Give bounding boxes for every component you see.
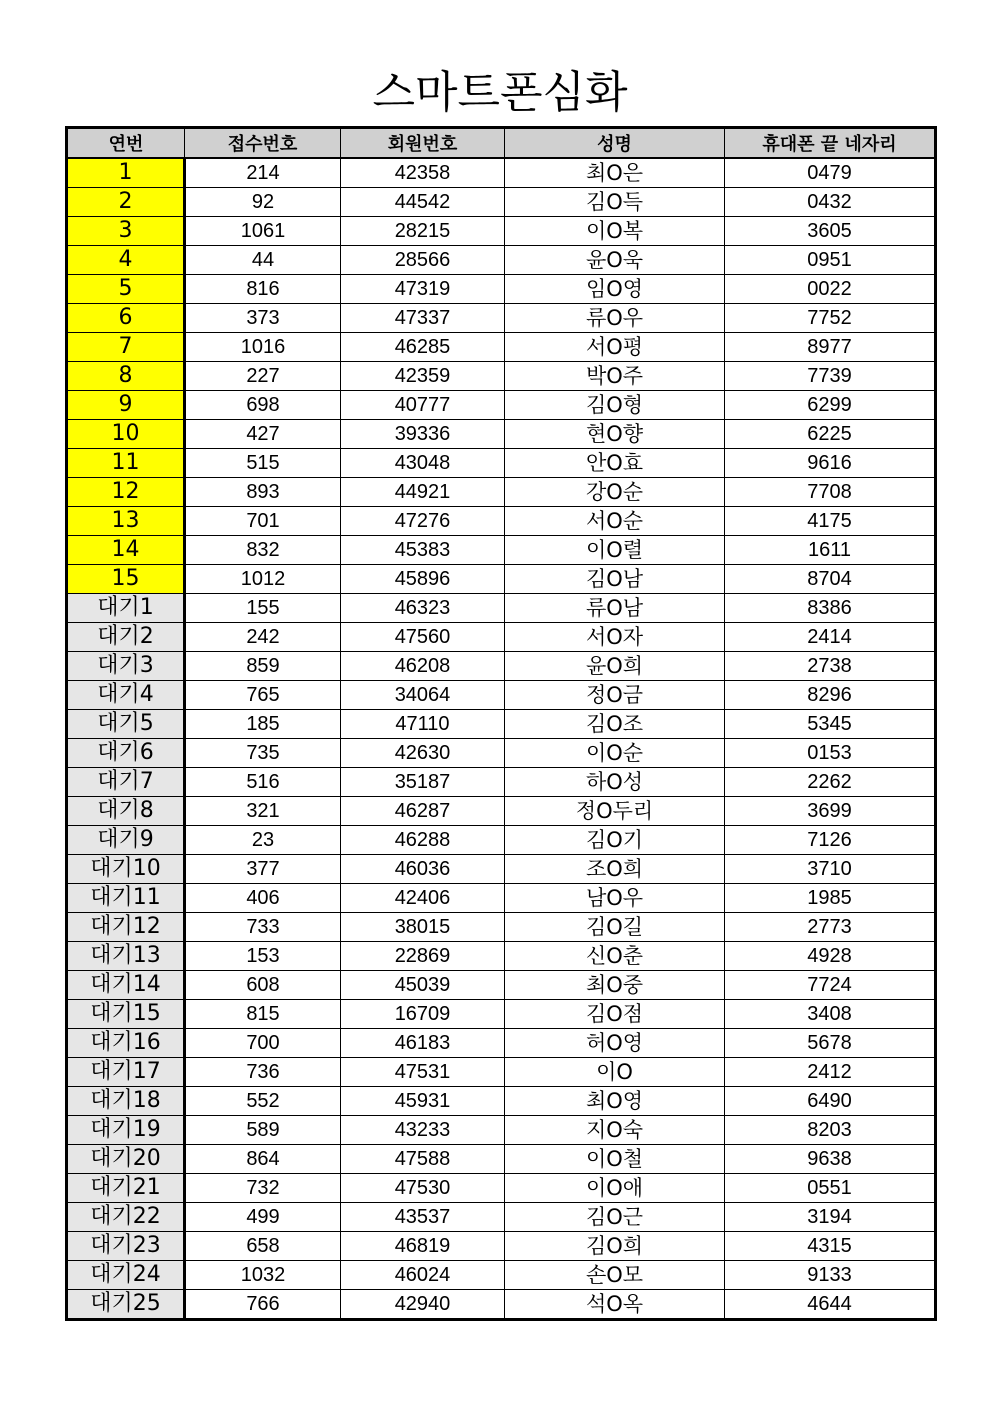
cell-seq: 3 — [67, 217, 185, 246]
table-row — [67, 855, 936, 884]
header-phone-last-four: 휴대폰 끝 네자리 — [725, 128, 936, 159]
cell-member-number: 45039 — [341, 971, 505, 1000]
cell-receipt-number: 859 — [185, 652, 341, 681]
header-receipt-number: 접수번호 — [185, 128, 341, 159]
cell-phone-last-four: 3408 — [725, 1000, 936, 1029]
cell-member-number: 28566 — [341, 246, 505, 275]
cell-phone-last-four: 0153 — [725, 739, 936, 768]
cell-phone-last-four: 5345 — [725, 710, 936, 739]
cell-receipt-number: 765 — [185, 681, 341, 710]
cell-receipt-number: 92 — [185, 188, 341, 217]
header-name: 성명 — [505, 128, 725, 159]
cell-phone-last-four: 5678 — [725, 1029, 936, 1058]
cell-receipt-number: 1016 — [185, 333, 341, 362]
cell-seq: 14 — [67, 536, 185, 565]
cell-receipt-number: 1012 — [185, 565, 341, 594]
cell-name: 김O근 — [505, 1203, 725, 1232]
cell-seq: 6 — [67, 304, 185, 333]
cell-seq: 대기15 — [67, 1000, 185, 1029]
cell-receipt-number: 864 — [185, 1145, 341, 1174]
cell-receipt-number: 893 — [185, 478, 341, 507]
table-row — [67, 275, 936, 304]
cell-phone-last-four: 6299 — [725, 391, 936, 420]
roster-body — [67, 158, 936, 1320]
cell-phone-last-four: 7752 — [725, 304, 936, 333]
cell-member-number: 47319 — [341, 275, 505, 304]
cell-seq: 2 — [67, 188, 185, 217]
page-title: 스마트폰심화 — [372, 67, 628, 118]
cell-phone-last-four: 4928 — [725, 942, 936, 971]
cell-receipt-number: 735 — [185, 739, 341, 768]
table-row — [67, 1029, 936, 1058]
cell-seq: 대기21 — [67, 1174, 185, 1203]
table-row — [67, 797, 936, 826]
cell-member-number: 22869 — [341, 942, 505, 971]
cell-phone-last-four: 8386 — [725, 594, 936, 623]
cell-member-number: 43537 — [341, 1203, 505, 1232]
cell-member-number: 38015 — [341, 913, 505, 942]
cell-member-number: 47276 — [341, 507, 505, 536]
cell-seq: 대기19 — [67, 1116, 185, 1145]
cell-seq: 대기16 — [67, 1029, 185, 1058]
cell-receipt-number: 427 — [185, 420, 341, 449]
cell-member-number: 40777 — [341, 391, 505, 420]
cell-phone-last-four: 2262 — [725, 768, 936, 797]
cell-seq: 대기3 — [67, 652, 185, 681]
cell-name: 남O우 — [505, 884, 725, 913]
cell-name: 서O평 — [505, 333, 725, 362]
cell-seq: 대기6 — [67, 739, 185, 768]
cell-seq: 대기25 — [67, 1290, 185, 1320]
table-row — [67, 1203, 936, 1232]
cell-seq: 대기24 — [67, 1261, 185, 1290]
cell-name: 조O희 — [505, 855, 725, 884]
table-row — [67, 362, 936, 391]
table-row — [67, 478, 936, 507]
cell-phone-last-four: 0479 — [725, 158, 936, 188]
cell-name: 최O중 — [505, 971, 725, 1000]
cell-seq: 8 — [67, 362, 185, 391]
cell-name: 이O복 — [505, 217, 725, 246]
header-seq: 연번 — [67, 128, 185, 159]
cell-phone-last-four: 8977 — [725, 333, 936, 362]
cell-member-number: 35187 — [341, 768, 505, 797]
cell-member-number: 46287 — [341, 797, 505, 826]
cell-phone-last-four: 4315 — [725, 1232, 936, 1261]
table-row — [67, 594, 936, 623]
cell-seq: 12 — [67, 478, 185, 507]
table-row — [67, 1261, 936, 1290]
cell-member-number: 42630 — [341, 739, 505, 768]
cell-seq: 대기13 — [67, 942, 185, 971]
cell-receipt-number: 242 — [185, 623, 341, 652]
cell-member-number: 16709 — [341, 1000, 505, 1029]
cell-seq: 대기22 — [67, 1203, 185, 1232]
cell-name: 윤O희 — [505, 652, 725, 681]
cell-seq: 대기7 — [67, 768, 185, 797]
cell-receipt-number: 185 — [185, 710, 341, 739]
cell-phone-last-four: 3710 — [725, 855, 936, 884]
cell-seq: 1 — [67, 158, 185, 188]
cell-receipt-number: 701 — [185, 507, 341, 536]
cell-phone-last-four: 3699 — [725, 797, 936, 826]
cell-seq: 대기17 — [67, 1058, 185, 1087]
table-row — [67, 1087, 936, 1116]
header-member-number: 회원번호 — [341, 128, 505, 159]
cell-phone-last-four: 0951 — [725, 246, 936, 275]
cell-name: 지O숙 — [505, 1116, 725, 1145]
cell-receipt-number: 1061 — [185, 217, 341, 246]
cell-receipt-number: 552 — [185, 1087, 341, 1116]
table-row — [67, 942, 936, 971]
table-row — [67, 652, 936, 681]
cell-name: 이O순 — [505, 739, 725, 768]
cell-phone-last-four: 0551 — [725, 1174, 936, 1203]
table-row — [67, 623, 936, 652]
cell-phone-last-four: 2412 — [725, 1058, 936, 1087]
table-row — [67, 710, 936, 739]
cell-phone-last-four: 3194 — [725, 1203, 936, 1232]
cell-receipt-number: 733 — [185, 913, 341, 942]
cell-seq: 11 — [67, 449, 185, 478]
cell-phone-last-four: 6225 — [725, 420, 936, 449]
cell-phone-last-four: 7708 — [725, 478, 936, 507]
cell-receipt-number: 698 — [185, 391, 341, 420]
cell-member-number: 47560 — [341, 623, 505, 652]
cell-receipt-number: 515 — [185, 449, 341, 478]
cell-phone-last-four: 9638 — [725, 1145, 936, 1174]
cell-receipt-number: 44 — [185, 246, 341, 275]
cell-phone-last-four: 7739 — [725, 362, 936, 391]
cell-name: 서O순 — [505, 507, 725, 536]
cell-seq: 대기10 — [67, 855, 185, 884]
cell-seq: 대기14 — [67, 971, 185, 1000]
cell-name: 이O — [505, 1058, 725, 1087]
cell-member-number: 46208 — [341, 652, 505, 681]
table-row — [67, 739, 936, 768]
cell-phone-last-four: 8704 — [725, 565, 936, 594]
cell-receipt-number: 736 — [185, 1058, 341, 1087]
cell-name: 임O영 — [505, 275, 725, 304]
cell-member-number: 44542 — [341, 188, 505, 217]
cell-seq: 10 — [67, 420, 185, 449]
cell-receipt-number: 589 — [185, 1116, 341, 1145]
cell-name: 석O옥 — [505, 1290, 725, 1320]
cell-receipt-number: 373 — [185, 304, 341, 333]
table-row — [67, 768, 936, 797]
cell-seq: 대기9 — [67, 826, 185, 855]
cell-phone-last-four: 2414 — [725, 623, 936, 652]
cell-seq: 4 — [67, 246, 185, 275]
cell-member-number: 46036 — [341, 855, 505, 884]
table-row — [67, 449, 936, 478]
cell-receipt-number: 700 — [185, 1029, 341, 1058]
cell-member-number: 42406 — [341, 884, 505, 913]
cell-member-number: 47530 — [341, 1174, 505, 1203]
cell-name: 류O남 — [505, 594, 725, 623]
cell-name: 손O모 — [505, 1261, 725, 1290]
cell-name: 김O조 — [505, 710, 725, 739]
cell-receipt-number: 155 — [185, 594, 341, 623]
cell-receipt-number: 658 — [185, 1232, 341, 1261]
cell-name: 안O효 — [505, 449, 725, 478]
table-row — [67, 1000, 936, 1029]
table-row — [67, 217, 936, 246]
table-row — [67, 158, 936, 188]
cell-phone-last-four: 9133 — [725, 1261, 936, 1290]
cell-name: 정O두리 — [505, 797, 725, 826]
cell-member-number: 28215 — [341, 217, 505, 246]
cell-receipt-number: 321 — [185, 797, 341, 826]
cell-seq: 9 — [67, 391, 185, 420]
cell-member-number: 43233 — [341, 1116, 505, 1145]
table-row — [67, 913, 936, 942]
cell-member-number: 46024 — [341, 1261, 505, 1290]
cell-seq: 5 — [67, 275, 185, 304]
cell-name: 김O남 — [505, 565, 725, 594]
cell-member-number: 47337 — [341, 304, 505, 333]
cell-member-number: 34064 — [341, 681, 505, 710]
cell-member-number: 47531 — [341, 1058, 505, 1087]
cell-name: 김O희 — [505, 1232, 725, 1261]
table-row — [67, 1116, 936, 1145]
table-row — [67, 333, 936, 362]
cell-phone-last-four: 1985 — [725, 884, 936, 913]
cell-seq: 대기5 — [67, 710, 185, 739]
table-row — [67, 188, 936, 217]
cell-receipt-number: 153 — [185, 942, 341, 971]
cell-name: 허O영 — [505, 1029, 725, 1058]
cell-phone-last-four: 8203 — [725, 1116, 936, 1145]
cell-phone-last-four: 2738 — [725, 652, 936, 681]
cell-member-number: 46819 — [341, 1232, 505, 1261]
cell-member-number: 46288 — [341, 826, 505, 855]
cell-member-number: 42359 — [341, 362, 505, 391]
table-row — [67, 1058, 936, 1087]
cell-receipt-number: 499 — [185, 1203, 341, 1232]
cell-phone-last-four: 4175 — [725, 507, 936, 536]
cell-phone-last-four: 0432 — [725, 188, 936, 217]
cell-seq: 15 — [67, 565, 185, 594]
cell-name: 김O형 — [505, 391, 725, 420]
cell-seq: 대기12 — [67, 913, 185, 942]
cell-member-number: 46285 — [341, 333, 505, 362]
cell-phone-last-four: 6490 — [725, 1087, 936, 1116]
cell-receipt-number: 516 — [185, 768, 341, 797]
cell-name: 현O향 — [505, 420, 725, 449]
cell-receipt-number: 816 — [185, 275, 341, 304]
cell-receipt-number: 732 — [185, 1174, 341, 1203]
cell-member-number: 39336 — [341, 420, 505, 449]
table-row — [67, 971, 936, 1000]
table-row — [67, 681, 936, 710]
cell-name: 윤O욱 — [505, 246, 725, 275]
cell-receipt-number: 766 — [185, 1290, 341, 1320]
cell-seq: 대기8 — [67, 797, 185, 826]
cell-name: 김O길 — [505, 913, 725, 942]
cell-name: 최O은 — [505, 158, 725, 188]
table-row — [67, 391, 936, 420]
roster-table — [65, 126, 937, 1321]
cell-seq: 7 — [67, 333, 185, 362]
table-row — [67, 246, 936, 275]
table-row — [67, 884, 936, 913]
cell-member-number: 42358 — [341, 158, 505, 188]
table-row — [67, 565, 936, 594]
cell-member-number: 42940 — [341, 1290, 505, 1320]
cell-name: 정O금 — [505, 681, 725, 710]
cell-member-number: 47588 — [341, 1145, 505, 1174]
cell-member-number: 43048 — [341, 449, 505, 478]
cell-receipt-number: 23 — [185, 826, 341, 855]
cell-seq: 대기4 — [67, 681, 185, 710]
cell-name: 서O자 — [505, 623, 725, 652]
cell-receipt-number: 815 — [185, 1000, 341, 1029]
cell-phone-last-four: 8296 — [725, 681, 936, 710]
header-row — [67, 128, 936, 159]
cell-name: 류O우 — [505, 304, 725, 333]
cell-name: 이O렬 — [505, 536, 725, 565]
cell-seq: 대기18 — [67, 1087, 185, 1116]
table-row — [67, 1232, 936, 1261]
cell-member-number: 45896 — [341, 565, 505, 594]
cell-receipt-number: 214 — [185, 158, 341, 188]
cell-phone-last-four: 7126 — [725, 826, 936, 855]
cell-member-number: 45383 — [341, 536, 505, 565]
table-row — [67, 536, 936, 565]
cell-seq: 13 — [67, 507, 185, 536]
cell-member-number: 47110 — [341, 710, 505, 739]
cell-receipt-number: 377 — [185, 855, 341, 884]
cell-name: 하O성 — [505, 768, 725, 797]
cell-member-number: 44921 — [341, 478, 505, 507]
cell-seq: 대기2 — [67, 623, 185, 652]
cell-phone-last-four: 3605 — [725, 217, 936, 246]
table-row — [67, 1174, 936, 1203]
cell-name: 최O영 — [505, 1087, 725, 1116]
table-row — [67, 304, 936, 333]
cell-name: 강O순 — [505, 478, 725, 507]
cell-member-number: 45931 — [341, 1087, 505, 1116]
cell-receipt-number: 406 — [185, 884, 341, 913]
cell-name: 이O철 — [505, 1145, 725, 1174]
cell-phone-last-four: 1611 — [725, 536, 936, 565]
cell-phone-last-four: 2773 — [725, 913, 936, 942]
cell-receipt-number: 1032 — [185, 1261, 341, 1290]
cell-phone-last-four: 7724 — [725, 971, 936, 1000]
cell-receipt-number: 832 — [185, 536, 341, 565]
cell-seq: 대기11 — [67, 884, 185, 913]
cell-name: 신O춘 — [505, 942, 725, 971]
cell-member-number: 46183 — [341, 1029, 505, 1058]
cell-receipt-number: 608 — [185, 971, 341, 1000]
table-row — [67, 826, 936, 855]
cell-seq: 대기1 — [67, 594, 185, 623]
cell-phone-last-four: 9616 — [725, 449, 936, 478]
table-row — [67, 507, 936, 536]
cell-name: 박O주 — [505, 362, 725, 391]
table-row — [67, 1290, 936, 1320]
table-row — [67, 1145, 936, 1174]
cell-phone-last-four: 4644 — [725, 1290, 936, 1320]
cell-member-number: 46323 — [341, 594, 505, 623]
cell-name: 김O득 — [505, 188, 725, 217]
cell-seq: 대기23 — [67, 1232, 185, 1261]
cell-receipt-number: 227 — [185, 362, 341, 391]
cell-name: 이O애 — [505, 1174, 725, 1203]
cell-name: 김O점 — [505, 1000, 725, 1029]
cell-name: 김O기 — [505, 826, 725, 855]
cell-seq: 대기20 — [67, 1145, 185, 1174]
cell-phone-last-four: 0022 — [725, 275, 936, 304]
table-row — [67, 420, 936, 449]
